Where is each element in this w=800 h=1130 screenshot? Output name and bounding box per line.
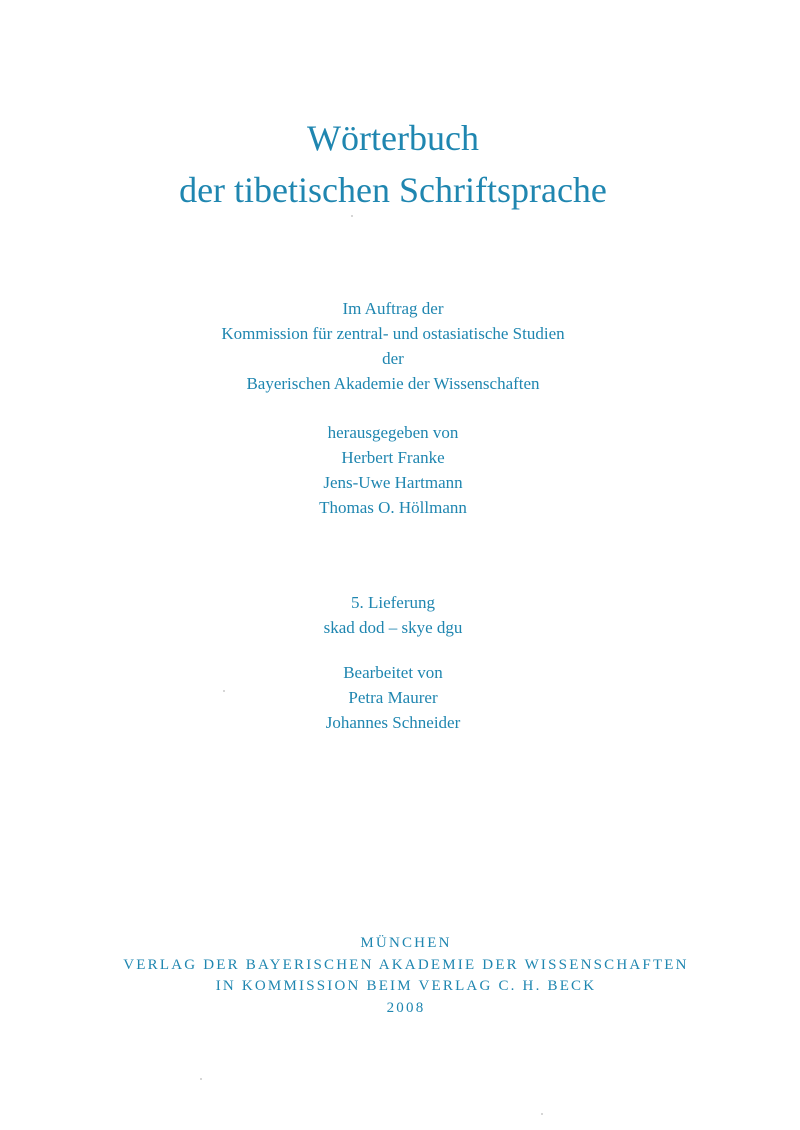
imprint-publisher: VERLAG DER BAYERISCHEN AKADEMIE DER WISSENSCHAFTEN: [123, 956, 689, 973]
book-title-line-1: Wörterbuch: [307, 118, 479, 158]
commission-line-1: Im Auftrag der: [342, 299, 444, 318]
revisers-block: [0, 660, 786, 735]
commission-statement: [0, 296, 786, 396]
editor-name: Thomas O. Höllmann: [319, 498, 467, 517]
editor-name: Herbert Franke: [341, 448, 445, 467]
imprint-year: 2008: [386, 999, 426, 1016]
imprint-commission: IN KOMMISSION BEIM VERLAG C. H. BECK: [215, 978, 597, 994]
imprint-city: MÜNCHEN: [360, 935, 452, 951]
paper-speck: [223, 690, 225, 692]
book-title: [0, 112, 786, 216]
reviser-name: Petra Maurer: [348, 688, 438, 707]
revisers-intro: Bearbeitet von: [343, 663, 443, 682]
commission-line-2: Kommission für zentral- und ostasiatische Studien: [221, 324, 565, 343]
editors-intro: herausgegeben von: [327, 423, 459, 442]
editors-block: [0, 420, 786, 520]
commission-line-3: der: [382, 349, 404, 368]
paper-speck: [200, 1078, 202, 1080]
publisher-imprint: [0, 933, 800, 1019]
delivery-block: [0, 590, 786, 640]
editor-name: Jens-Uwe Hartmann: [323, 473, 463, 492]
reviser-name: Johannes Schneider: [325, 713, 461, 732]
paper-speck: [351, 215, 353, 217]
paper-speck: [541, 1113, 543, 1115]
commission-line-4: Bayerischen Akademie der Wissenschaften: [246, 374, 540, 393]
delivery-number: 5. Lieferung: [350, 593, 436, 612]
book-title-line-2: der tibetischen Schriftsprache: [179, 170, 607, 210]
delivery-range: skad dod – skye dgu: [323, 618, 463, 637]
